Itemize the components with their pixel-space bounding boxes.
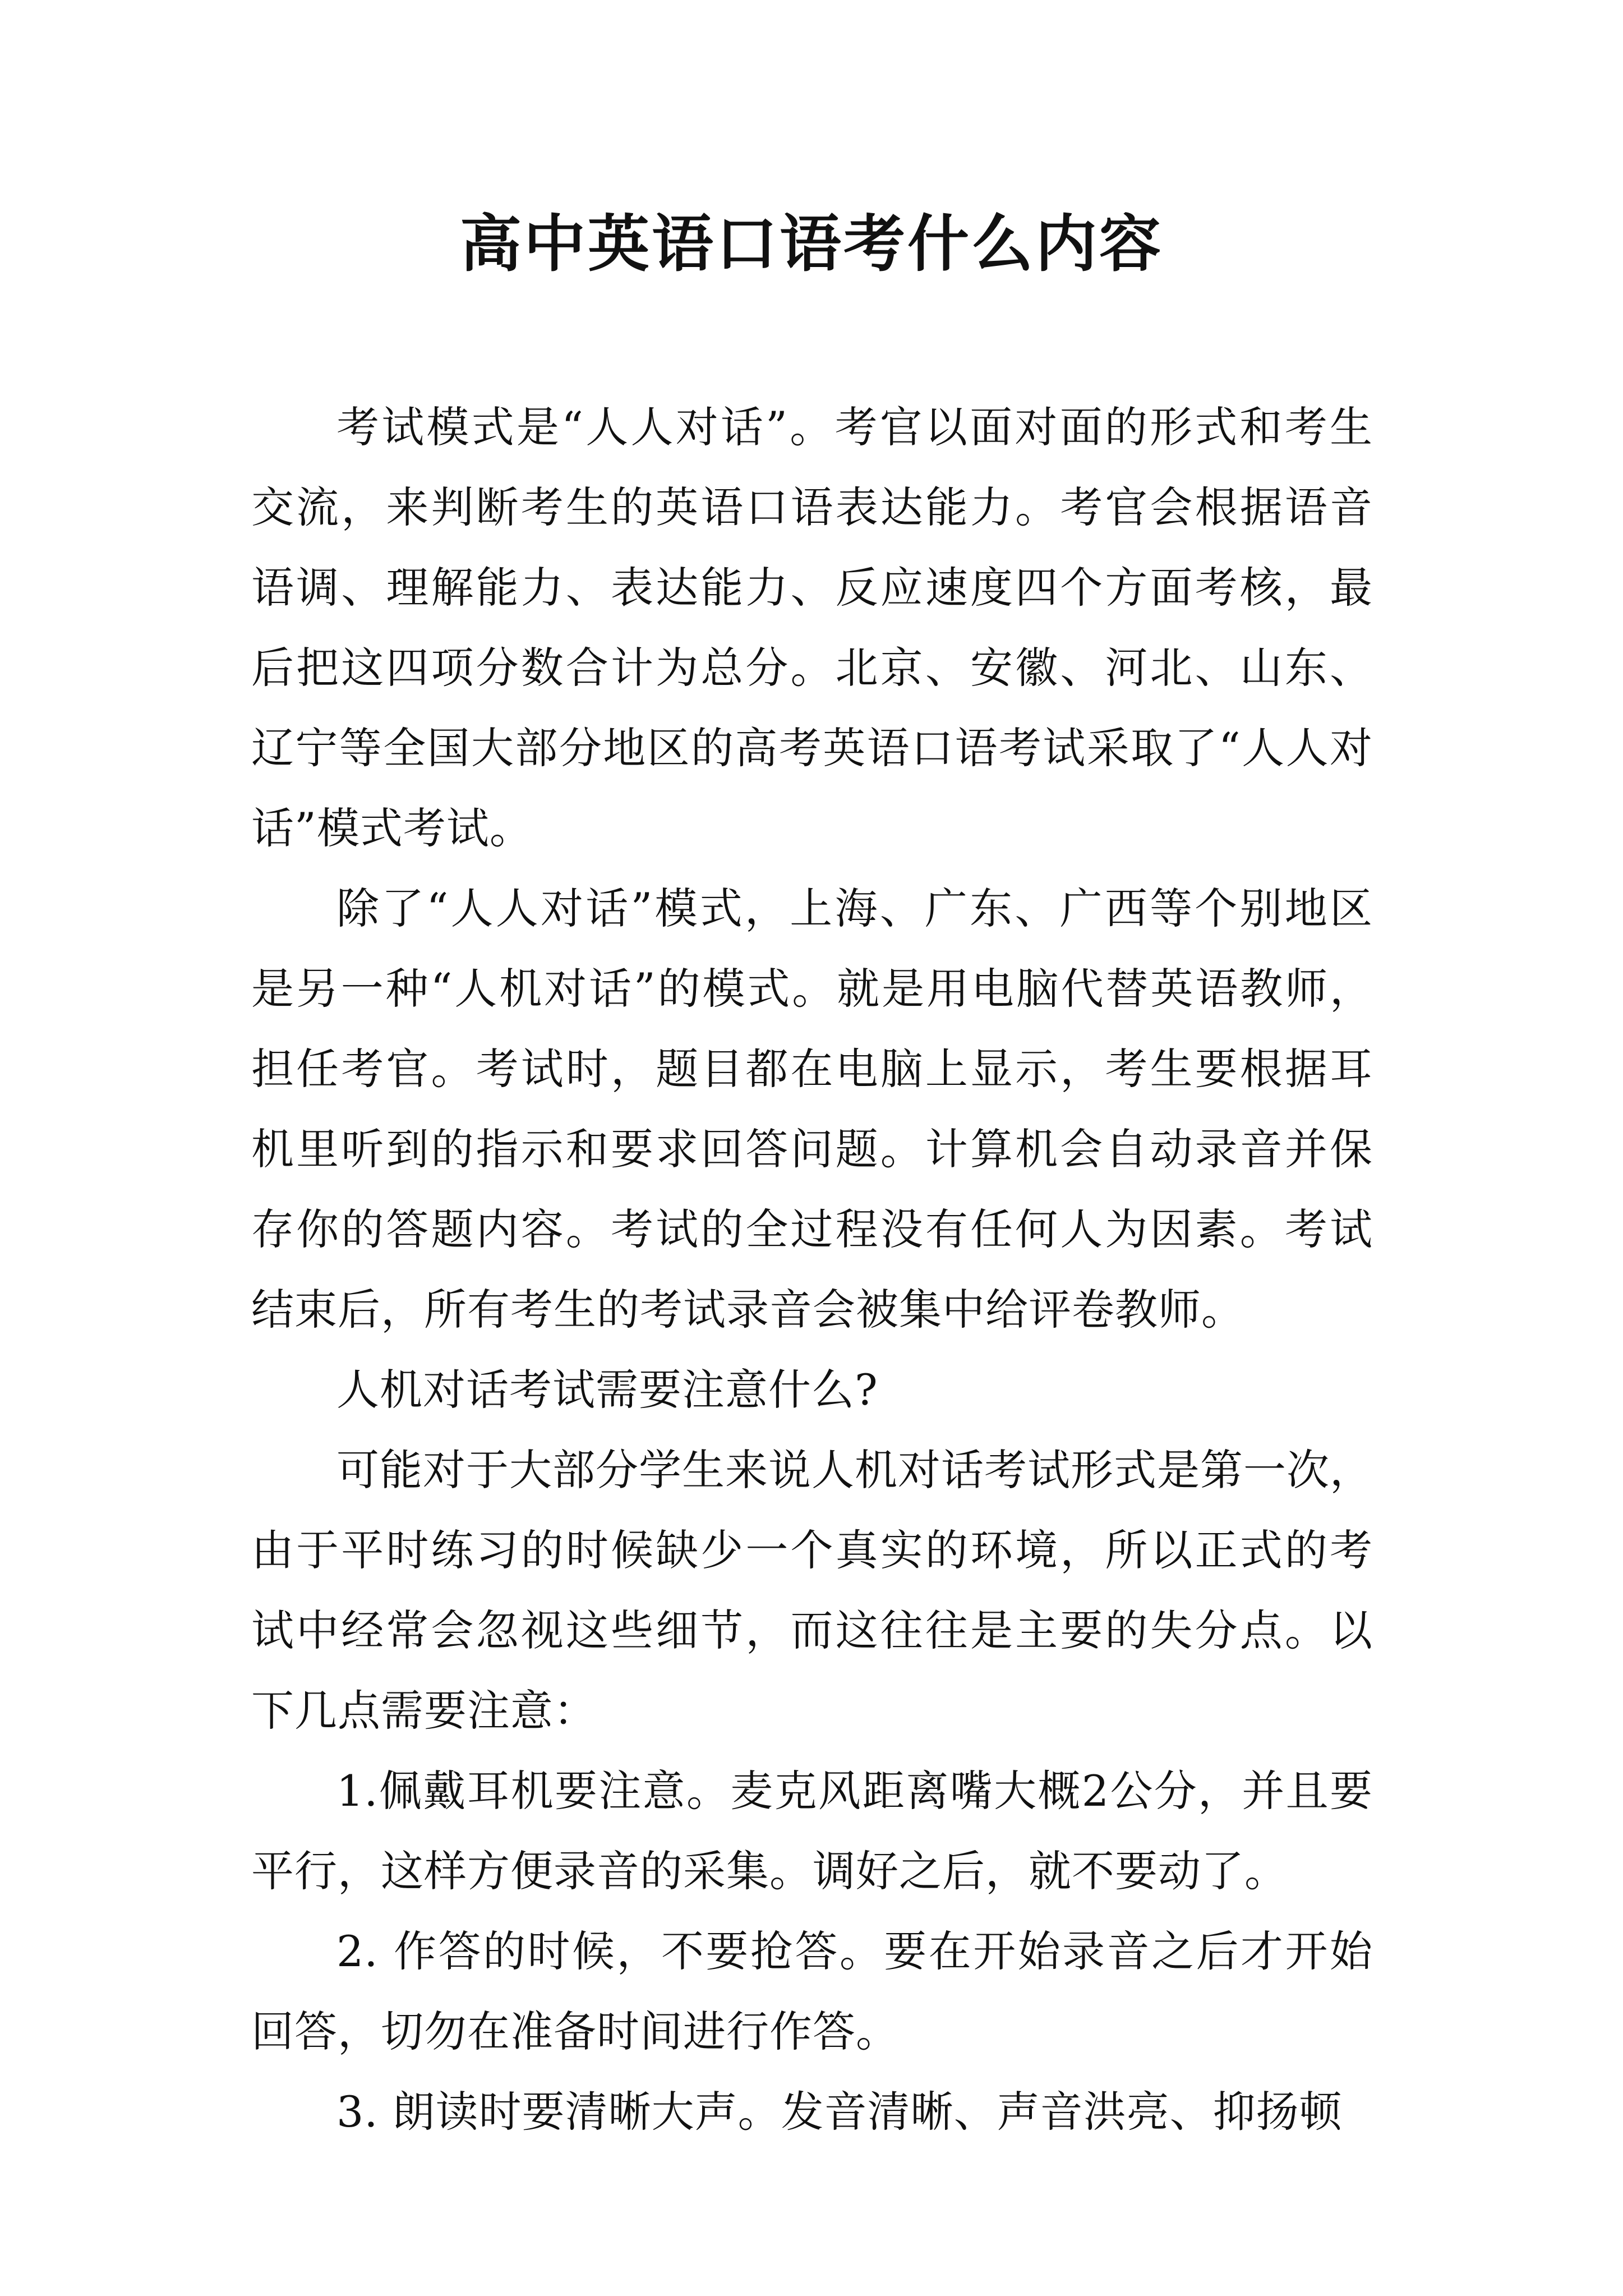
paragraph-exam-mode: 考试模式是“人人对话”。考官以面对面的形式和考生交流，来判断考生的英语口语表达能力。考官会根据语音语调、理解能力、表达能力、反应速度四个方面考核，最后把这四项分数合计为总分。北京、安徽、河北、山东、辽宁等全国大部分地区的高考英语口语考试采取了“人人对话”模式考试。 (251, 402, 1373, 853)
paragraph-question-heading: 人机对话考试需要注意什么? (336, 1365, 878, 1415)
paragraph-intro-notes: 可能对于大部分学生来说人机对话考试形式是第一次，由于平时练习的时候缺少一个真实的环境，所以正式的考试中经常会忽视这些细节，而这往往是主要的失分点。以下几点需要注意： (251, 1445, 1373, 1736)
document-body (251, 387, 1373, 2152)
paragraph-note-3: 3. 朗读时要清晰大声。发音清晰、声音洪亮、抑扬顿 (336, 2087, 1343, 2137)
paragraph-note-1: 1.佩戴耳机要注意。麦克风距离嘴大概2公分，并且要平行，这样方便录音的采集。调好之后，就不要动了。 (251, 1766, 1373, 1896)
paragraph-note-2: 2. 作答的时候，不要抢答。要在开始录音之后才开始回答，切勿在准备时间进行作答。 (251, 1926, 1373, 2056)
document-title: 高中英语口语考什么内容 (460, 208, 1163, 280)
paragraph-human-machine-mode: 除了“人人对话”模式，上海、广东、广西等个别地区是另一种“人机对话”的模式。就是用电脑代替英语教师，担任考官。考试时，题目都在电脑上显示，考生要根据耳机里听到的指示和要求回答问题。计算机会自动录音并保存你的答题内容。考试的全过程没有任何人为因素。考试结束后，所有考生的考试录音会被集中给评卷教师。 (251, 884, 1373, 1335)
